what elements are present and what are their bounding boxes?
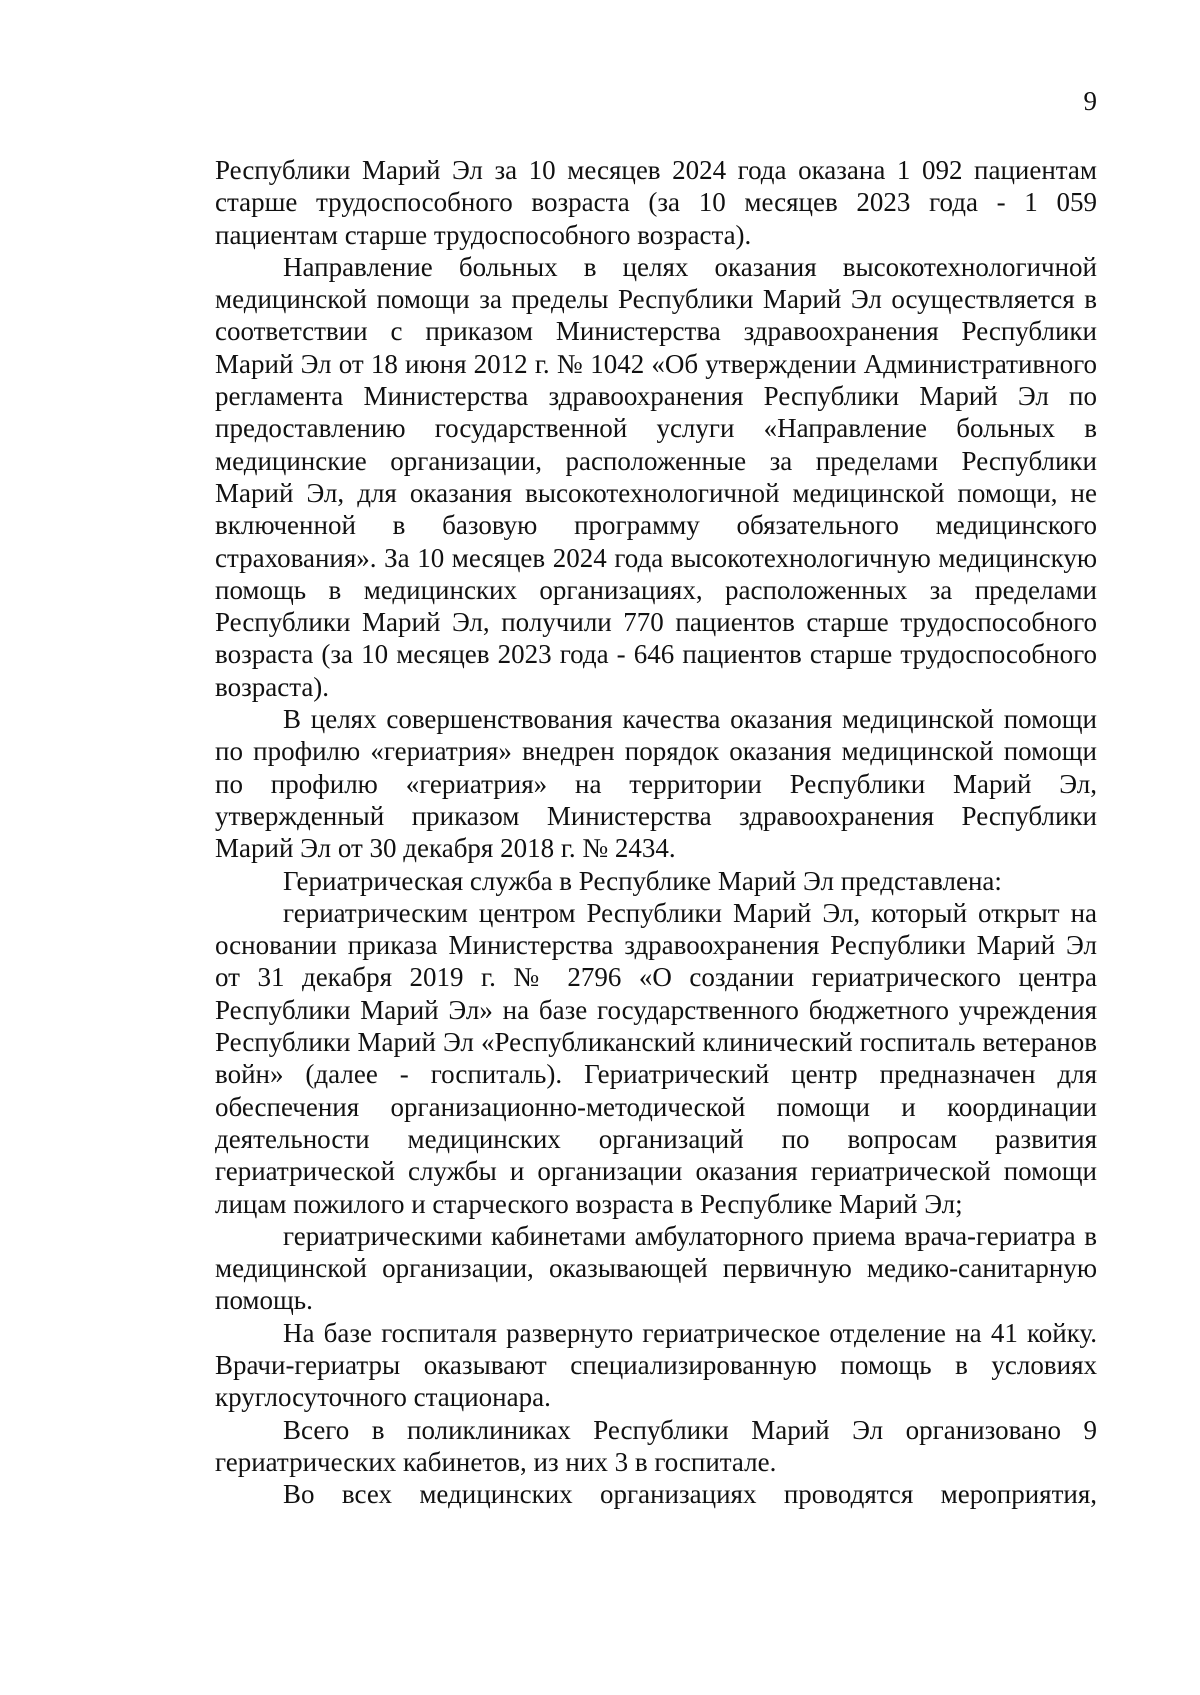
paragraph-geriatric-procedure: В целях совершенствования качества оказания медицинской помощи по профилю «гериатрия» внедрен порядок оказания медицинской помощи по профилю «гериатрия» на территории Республики Марий Эл, утвержденный приказом Министерства здравоохранения Республики Марий Эл от 30 декабря 2018 г. № 2434.: [215, 704, 1097, 864]
document-body: [215, 154, 1097, 1510]
paragraph-measures: Во всех медицинских организациях проводятся мероприятия,: [283, 1479, 1097, 1510]
paragraph-high-tech-referral: Направление больных в целях оказания высокотехнологичной медицинской помощи за пределы Республики Марий Эл осуществляется в соответствии с приказом Министерства здравоохранения Республики Марий Эл от 18 июня 2012 г. № 1042 «Об утверждении Административного регламента Министерства здравоохранения Республики Марий Эл по предоставлению государственной услуги «Направление больных в медицинские организации, расположенные за пределами Республики Марий Эл, для оказания высокотехнологичной медицинской помощи, не включенной в базовую программу обязательного медицинского страхования». За 10 месяцев 2024 года высокотехнологичную медицинскую помощь в медицинских организациях, расположенных за пределами Республики Марий Эл, получили 770 пациентов старше трудоспособного возраста (за 10 месяцев 2023 года - 646 пациентов старше трудоспособного возраста).: [215, 251, 1097, 702]
paragraph-geriatric-department: На базе госпиталя развернуто гериатрическое отделение на 41 койку. Врачи-гериатры оказывают специализированную помощь в условиях круглосуточного стационара.: [215, 1317, 1097, 1413]
paragraph-geriatric-center: гериатрическим центром Республики Марий Эл, который открыт на основании приказа Министерства здравоохранения Республики Марий Эл от 31 декабря 2019 г. № 2796 «О создании гериатрического центра Республики Марий Эл» на базе государственного бюджетного учреждения Республики Марий Эл «Республиканский клинический госпиталь ветеранов войн» (далее - госпиталь). Гериатрический центр предназначен для обеспечения организационно-методической помощи и координации деятельности медицинских организаций по вопросам развития гериатрической службы и организации оказания гериатрической помощи лицам пожилого и старческого возраста в Республике Марий Эл;: [215, 897, 1097, 1219]
paragraph-geriatric-cabinets: гериатрическими кабинетами амбулаторного приема врача-гериатра в медицинской организации, оказывающей первичную медико-санитарную помощь.: [215, 1220, 1097, 1316]
page-number: 9: [1083, 86, 1097, 116]
paragraph-geriatric-service-intro: Гериатрическая служба в Республике Марий Эл представлена:: [283, 865, 1002, 896]
paragraph-pending-patients: Республики Марий Эл за 10 месяцев 2024 года оказана 1 092 пациентам старше трудоспособного возраста (за 10 месяцев 2023 года - 1 059 пациентам старше трудоспособного возраста).: [215, 155, 1097, 250]
paragraph-cabinet-count: Всего в поликлиниках Республики Марий Эл организовано 9 гериатрических кабинетов, из них 3 в госпитале.: [215, 1414, 1097, 1477]
